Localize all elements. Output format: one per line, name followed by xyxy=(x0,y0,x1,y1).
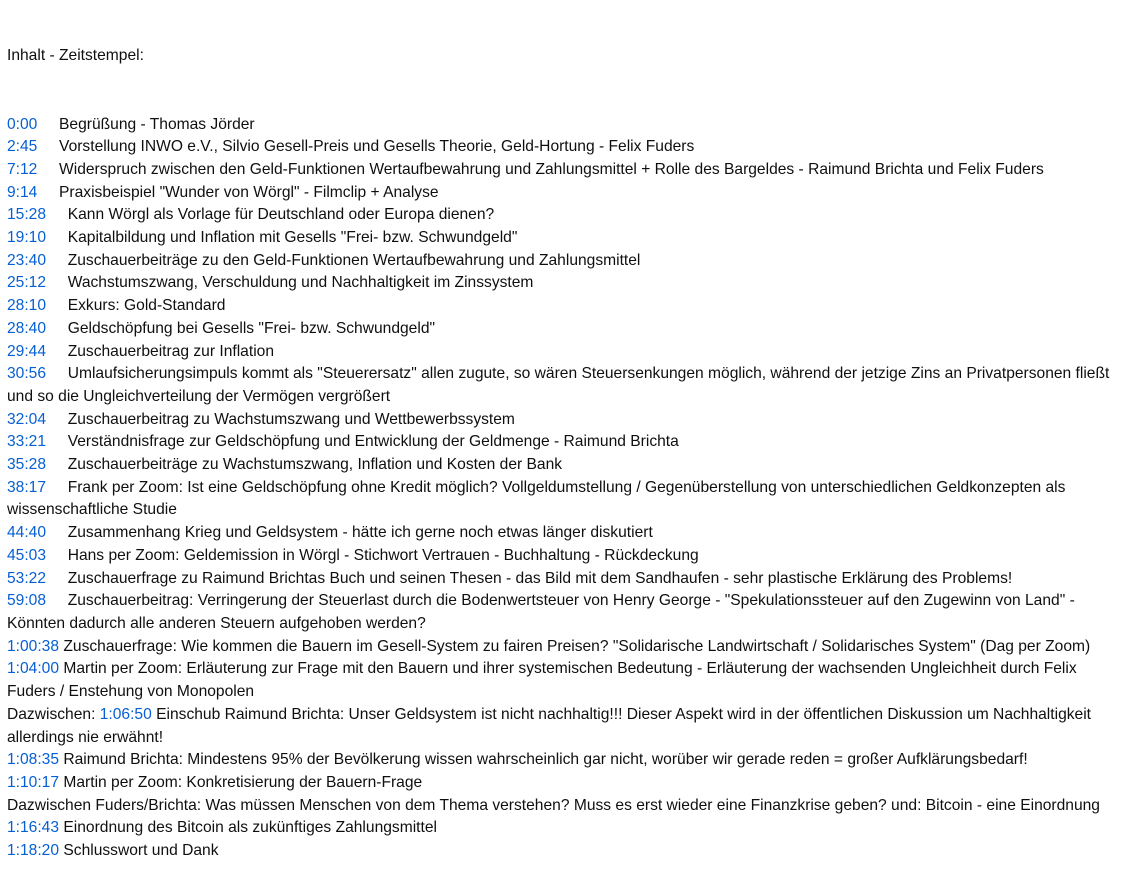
timestamp-link[interactable]: 45:03 xyxy=(7,546,47,564)
entry-description: Zuschauerbeiträge zu den Geld-Funktionen Wertaufbewahrung und Zahlungsmittel xyxy=(67,251,641,269)
timestamp-entry xyxy=(7,840,1125,863)
timestamp-entry xyxy=(7,658,1125,703)
entry-description: Raimund Brichta: Mindestens 95% der Bevölkerung wissen wahrscheinlich gar nicht, worüber wir gerade reden = großer Aufklärungsbedarf! xyxy=(63,751,1028,769)
timestamp-entry xyxy=(7,817,1125,840)
timestamp-link[interactable]: 9:14 xyxy=(7,183,38,201)
entry-description: Kann Wörgl als Vorlage für Deutschland oder Europa dienen? xyxy=(67,206,495,224)
timestamp-link[interactable]: 32:04 xyxy=(7,410,47,428)
entry-description: Einordnung des Bitcoin als zukünftiges Zahlungsmittel xyxy=(63,819,437,837)
timestamp-entry xyxy=(7,227,1125,250)
timestamp-link[interactable]: 1:18:20 xyxy=(7,842,60,860)
entry-description: Zusammenhang Krieg und Geldsystem - hätte ich gerne noch etwas länger diskutiert xyxy=(67,524,653,542)
entry-description: Martin per Zoom: Konkretisierung der Bauern-Frage xyxy=(63,773,423,791)
description-heading: Inhalt - Zeitstempel: xyxy=(7,47,144,65)
timestamp-entry xyxy=(7,295,1125,318)
timestamp-link[interactable]: 38:17 xyxy=(7,478,47,496)
timestamp-link[interactable]: 7:12 xyxy=(7,160,38,178)
entry-prefix: Dazwischen: xyxy=(7,705,100,723)
timestamp-link[interactable]: 28:10 xyxy=(7,297,47,315)
timestamp-entry xyxy=(7,204,1125,227)
timestamp-entry xyxy=(7,363,1125,408)
entry-description: Zuschauerbeitrag: Verringerung der Steuerlast durch die Bodenwertsteuer von Henry George - "Spekulationssteuer auf den Zugewinn von Land" - Könnten dadurch alle anderen Steuern aufgehoben werden? xyxy=(7,592,1080,632)
timestamp-link[interactable]: 33:21 xyxy=(7,433,47,451)
timestamp-entry xyxy=(7,136,1125,159)
timestamp-link[interactable]: 19:10 xyxy=(7,229,47,247)
timestamp-link[interactable]: 1:06:50 xyxy=(99,705,152,723)
entry-description: Zuschauerbeitrag zu Wachstumszwang und Wettbewerbssystem xyxy=(67,410,515,428)
timestamp-link[interactable]: 1:00:38 xyxy=(7,637,60,655)
timestamp-entry xyxy=(7,409,1125,432)
entry-description: Zuschauerbeiträge zu Wachstumszwang, Inflation und Kosten der Bank xyxy=(67,456,563,474)
entry-description: Zuschauerbeitrag zur Inflation xyxy=(67,342,275,360)
timestamp-entry xyxy=(7,250,1125,273)
timestamp-entry xyxy=(7,568,1125,591)
timestamp-entry xyxy=(7,318,1125,341)
timestamp-entry xyxy=(7,114,1125,137)
timestamp-link[interactable]: 25:12 xyxy=(7,274,47,292)
timestamp-link[interactable]: 2:45 xyxy=(7,138,38,156)
timestamp-link[interactable]: 44:40 xyxy=(7,524,47,542)
entry-description: Kapitalbildung und Inflation mit Gesells "Frei- bzw. Schwundgeld" xyxy=(67,229,518,247)
timestamp-entry xyxy=(7,454,1125,477)
timestamp-link[interactable]: 35:28 xyxy=(7,456,47,474)
timestamp-link[interactable]: 1:08:35 xyxy=(7,751,60,769)
timestamp-entry xyxy=(7,477,1125,522)
timestamp-entry xyxy=(7,704,1125,749)
timestamp-entry xyxy=(7,795,1125,818)
timestamp-entry xyxy=(7,590,1125,635)
timestamp-link[interactable]: 28:40 xyxy=(7,319,47,337)
entry-description: Martin per Zoom: Erläuterung zur Frage mit den Bauern und ihrer systemischen Bedeutung - Erläuterung der wachsenden Ungleichheit durch Felix Fuders / Enstehung von Monopolen xyxy=(7,660,1081,701)
timestamp-link[interactable]: 1:10:17 xyxy=(7,773,60,791)
entry-description: Umlaufsicherungsimpuls kommt als "Steuerersatz" allen zugute, so wären Steuersenkungen möglich, während der jetzige Zins an Privatpersonen fließt und so die Ungleichverteilung der Vermögen vergrößert xyxy=(7,365,1114,405)
timestamp-link[interactable]: 1:04:00 xyxy=(7,660,60,678)
entry-description: Vorstellung INWO e.V., Silvio Gesell-Preis und Gesells Theorie, Geld-Hortung - Felix Fuders xyxy=(59,138,695,156)
entry-description: Praxisbeispiel "Wunder von Wörgl" - Filmclip + Analyse xyxy=(59,183,439,201)
timestamp-link[interactable]: 29:44 xyxy=(7,342,47,360)
timestamp-entry xyxy=(7,159,1125,182)
timestamp-entry xyxy=(7,431,1125,454)
entry-description: Hans per Zoom: Geldemission in Wörgl - Stichwort Vertrauen - Buchhaltung - Rückdeckung xyxy=(67,546,699,564)
entry-description: Begrüßung - Thomas Jörder xyxy=(59,115,255,133)
entry-description: Verständnisfrage zur Geldschöpfung und Entwicklung der Geldmenge - Raimund Brichta xyxy=(67,433,679,451)
timestamp-link[interactable]: 0:00 xyxy=(7,115,38,133)
timestamp-entry xyxy=(7,749,1125,772)
entry-description: Frank per Zoom: Ist eine Geldschöpfung ohne Kredit möglich? Vollgeldumstellung / Gegenüberstellung von unterschiedlichen Geldkonzepten als wissenschaftliche Studie xyxy=(7,478,1070,519)
timestamp-link[interactable]: 30:56 xyxy=(7,365,47,383)
entry-description: Geldschöpfung bei Gesells "Frei- bzw. Schwundgeld" xyxy=(67,319,436,337)
timestamp-link[interactable]: 15:28 xyxy=(7,206,47,224)
timestamp-entry xyxy=(7,272,1125,295)
timestamp-link[interactable]: 53:22 xyxy=(7,569,47,587)
timestamp-entry xyxy=(7,772,1125,795)
timestamp-link[interactable]: 59:08 xyxy=(7,592,47,610)
timestamp-entry xyxy=(7,522,1125,545)
timestamp-link[interactable]: 23:40 xyxy=(7,251,47,269)
timestamp-entry xyxy=(7,545,1125,568)
entry-prefix: Dazwischen Fuders/Brichta: Was müssen Menschen von dem Thema verstehen? Muss es erst wieder eine Finanzkrise geben? und: Bitcoin - eine Einordnung xyxy=(7,796,1100,814)
entry-description: Exkurs: Gold-Standard xyxy=(67,297,226,315)
entry-description: Schlusswort und Dank xyxy=(63,842,219,860)
entry-description: Einschub Raimund Brichta: Unser Geldsystem ist nicht nachhaltig!!! Dieser Aspekt wird in der öffentlichen Diskussion um Nachhaltigkeit allerdings nie erwähnt! xyxy=(7,705,1096,746)
timestamp-link[interactable]: 1:16:43 xyxy=(7,819,60,837)
timestamp-entry xyxy=(7,182,1125,205)
entry-description: Widerspruch zwischen den Geld-Funktionen Wertaufbewahrung und Zahlungsmittel + Rolle des Bargeldes - Raimund Brichta und Felix Fuders xyxy=(59,160,1044,178)
timestamp-entry xyxy=(7,341,1125,364)
timestamp-list xyxy=(7,114,1125,863)
entry-description: Wachstumszwang, Verschuldung und Nachhaltigkeit im Zinssystem xyxy=(67,274,534,292)
timestamp-entry xyxy=(7,636,1125,659)
entry-description: Zuschauerfrage: Wie kommen die Bauern im Gesell-System zu fairen Preisen? "Solidarische Landwirtschaft / Solidarisches System" (Dag per Zoom) xyxy=(63,637,1091,655)
entry-description: Zuschauerfrage zu Raimund Brichtas Buch und seinen Thesen - das Bild mit dem Sandhaufen - sehr plastische Erklärung des Problems! xyxy=(67,569,1013,587)
